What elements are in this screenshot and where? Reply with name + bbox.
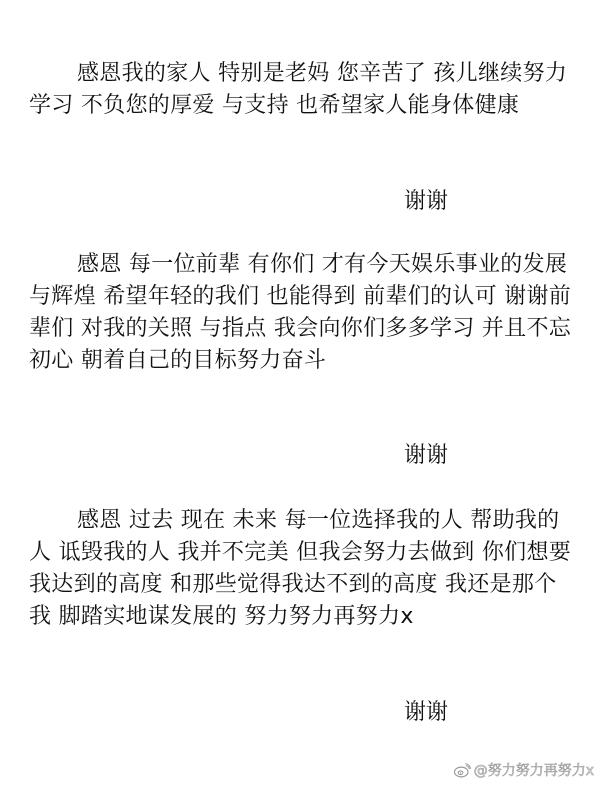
paragraph-family: 感恩我的家人 特别是老妈 您辛苦了 孩儿继续努力学习 不负您的厚爱 与支持 也希望家人能身体健康 [29, 61, 568, 118]
watermark-text: @努力努力再努力x [473, 763, 594, 779]
thanks-line: 谢谢 [404, 443, 449, 468]
paragraph-seniors: 感恩 每一位前辈 有你们 才有今天娱乐事业的发展与辉煌 希望年轻的我们 也能得到 前辈们的认可 谢谢前辈们 对我的关照 与指点 我会向你们多多学习 并且不忘初心 朝着自己的目标努力奋斗 [29, 252, 572, 373]
paragraph-supporters: 感恩 过去 现在 未来 每一位选择我的人 帮助我的人 诋毁我的人 我并不完美 但我会努力去做到 你们想要我达到的高度 和那些觉得我达不到的高度 我还是那个我 脚踏实地谋发展的 努力努力再努力x [29, 508, 572, 629]
thanks-line: 谢谢 [404, 700, 449, 725]
weibo-watermark [453, 761, 594, 779]
thanks-line: 谢谢 [404, 189, 449, 214]
weibo-icon [453, 763, 471, 778]
